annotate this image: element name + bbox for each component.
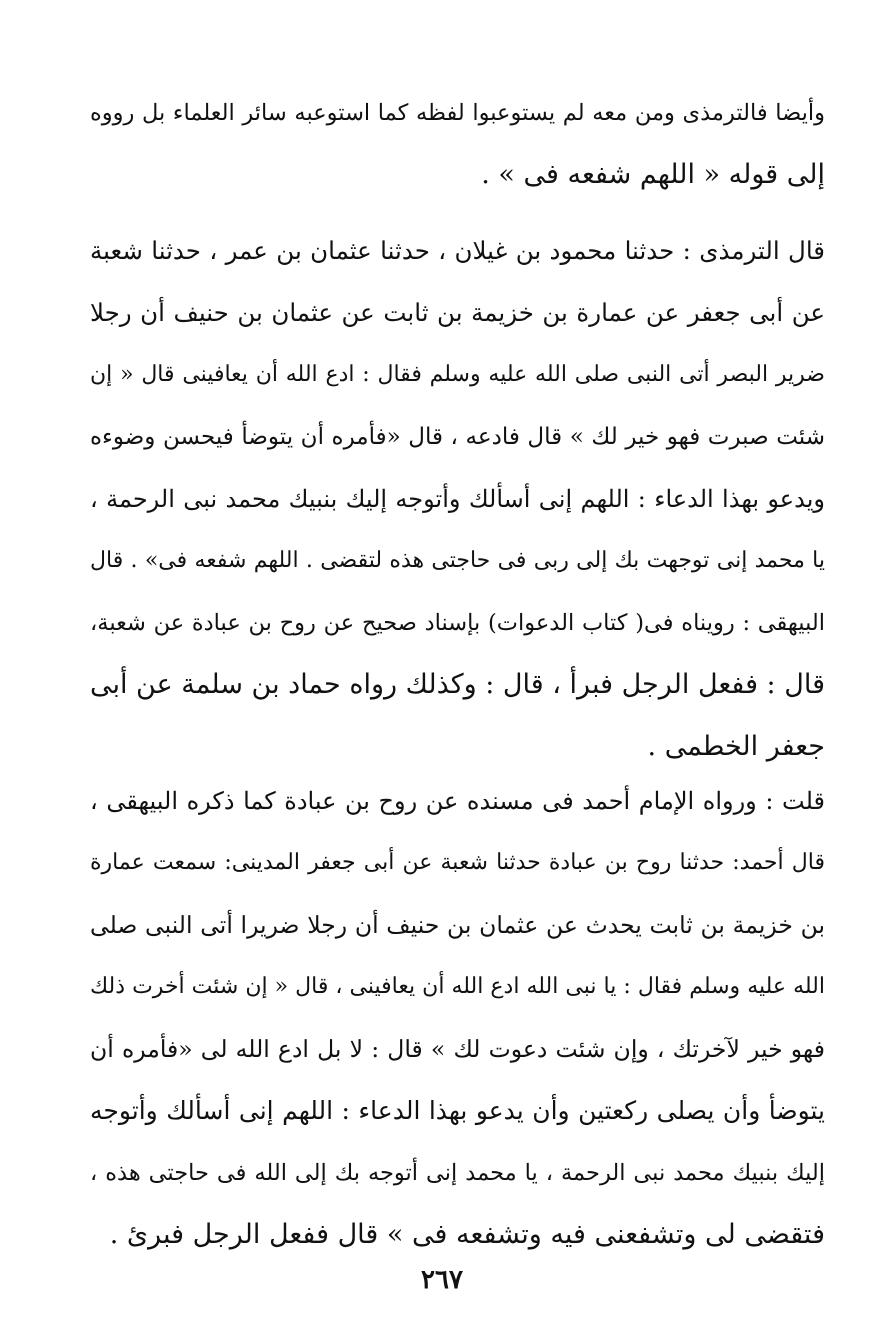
text-line: جعفر الخطمى . bbox=[647, 731, 825, 762]
text-line: إلى قوله « اللهم شفعه فى » . bbox=[481, 159, 825, 190]
text-line: يا محمد إنى توجهت بك إلى ربى فى حاجتى هذه لتقضى . اللهم شفعه فى» . قال bbox=[90, 548, 825, 573]
text-line: قال الترمذى : حدثنا محمود بن غيلان ، حدثنا عثمان بن عمر ، حدثنا شعبة bbox=[90, 236, 825, 265]
text-line: ويدعو بهذا الدعاء : اللهم إنى أسألك وأتوجه إليك بنبيك محمد نبى الرحمة ، bbox=[90, 485, 825, 513]
text-line: وأيضا فالترمذى ومن معه لم يستوعبوا لفظه كما استوعبه سائر العلماء بل رووه bbox=[90, 100, 825, 126]
text-line: فتقضى لى وتشفعنى فيه وتشفعه فى » قال ففعل الرجل فبرئ . bbox=[109, 1219, 825, 1250]
text-line: البيهقى : رويناه فى( كتاب الدعوات) بإسناد صحيح عن روح بن عبادة عن شعبة، bbox=[90, 610, 825, 636]
text-line: قال أحمد: حدثنا روح بن عبادة حدثنا شعبة عن أبى جعفر المدينى: سمعت عمارة bbox=[90, 850, 825, 875]
text-line: قال : ففعل الرجل فبرأ ، قال : وكذلك رواه حماد بن سلمة عن أبى bbox=[89, 669, 825, 700]
text-line: قلت : ورواه الإمام أحمد فى مسنده عن روح بن عبادة كما ذكره البيهقى ، bbox=[90, 787, 825, 815]
text-line: يتوضأ وأن يصلى ركعتين وأن يدعو بهذا الدعاء : اللهم إنى أسألك وأتوجه bbox=[90, 1096, 825, 1125]
paragraph-ahmad-hadith bbox=[90, 770, 825, 1266]
text-line: إليك بنبيك محمد نبى الرحمة ، يا محمد إنى أتوجه بك إلى الله فى حاجتى هذه ، bbox=[90, 1160, 825, 1186]
page-number: ٢٦٧ bbox=[421, 1265, 463, 1295]
text-line: شئت صبرت فهو خير لك » قال فادعه ، قال «فأمره أن يتوضأ فيحسن وضوءه bbox=[90, 424, 825, 450]
text-line: الله عليه وسلم فقال : يا نبى الله ادع الله أن يعافينى ، قال « إن شئت أخرت ذلك bbox=[90, 974, 825, 999]
text-line: عن أبى جعفر عن عمارة بن خزيمة بن ثابت عن عثمان بن حنيف أن رجلا bbox=[90, 298, 825, 327]
text-line: بن خزيمة بن ثابت يحدث عن عثمان بن حنيف أن رجلا ضريرا أتى النبى صلى bbox=[90, 911, 825, 939]
text-line: فهو خير لآخرتك ، وإن شئت دعوت لك » قال : لا بل ادع الله لى «فأمره أن bbox=[90, 1035, 825, 1063]
text-line: ضرير البصر أتى النبى صلى الله عليه وسلم فقال : ادع الله أن يعافينى قال « إن bbox=[90, 362, 825, 387]
paragraph-tirmidhi-hadith bbox=[90, 220, 825, 778]
paragraph-tirmidhi-note bbox=[90, 82, 825, 206]
